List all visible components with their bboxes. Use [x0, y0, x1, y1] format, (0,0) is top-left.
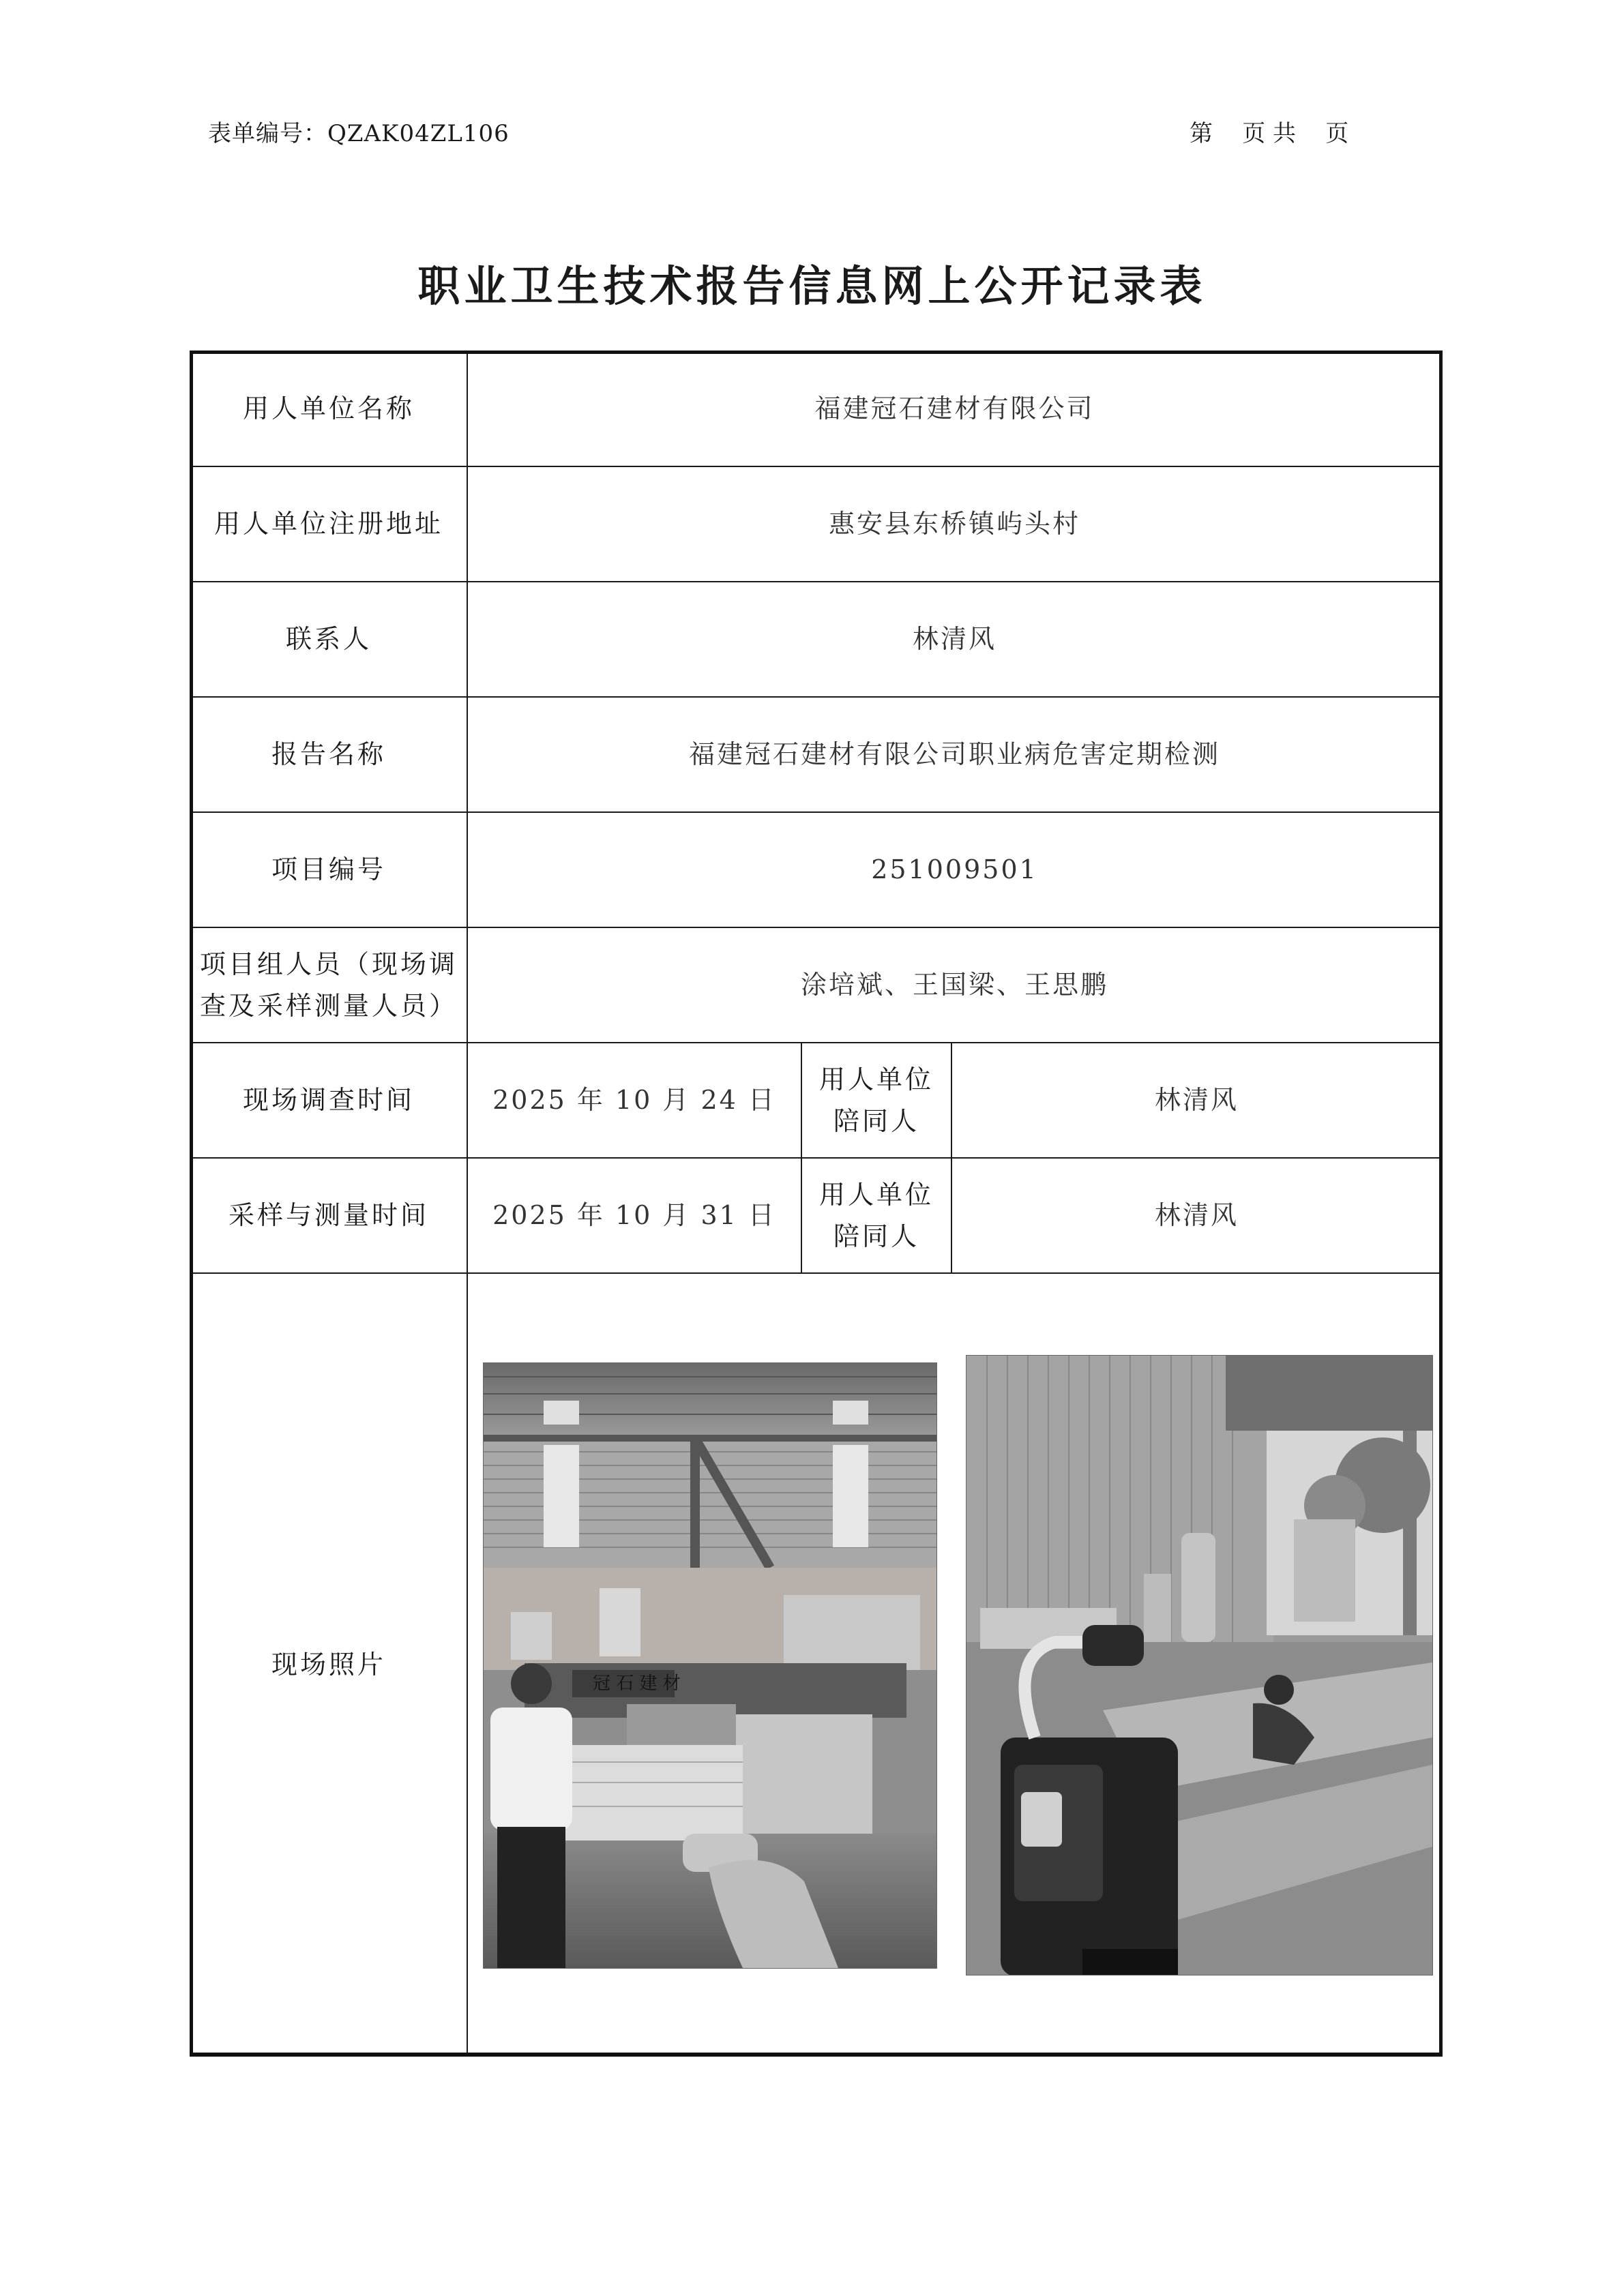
form-number: 表单编号：QZAK04ZL106 [208, 120, 510, 147]
page-title: 职业卫生技术报告信息网上公开记录表 [417, 261, 1207, 311]
sampling-time-label: 采样与测量时间 [190, 1158, 467, 1273]
table-row-survey-time [190, 1043, 1442, 1158]
table-row-employer-name [190, 351, 1442, 466]
report-name-value: 福建冠石建材有限公司职业病危害定期检测 [467, 697, 1442, 812]
contact-value: 林清风 [467, 582, 1442, 697]
table-row-sampling-time [190, 1158, 1442, 1273]
survey-accompany-label-line1: 用人单位 [818, 1064, 934, 1094]
team-members-label-line1: 项目组人员（现场调 [199, 949, 458, 979]
table-right-border [1439, 351, 1442, 2056]
team-members-label-line2: 查及采样测量人员） [199, 990, 458, 1021]
table-row-team-members [190, 927, 1442, 1043]
record-table [190, 351, 1443, 2057]
team-members-value: 涂培斌、王国梁、王思鹏 [467, 927, 1442, 1043]
photos-label: 现场照片 [190, 1273, 467, 2056]
contact-label: 联系人 [190, 582, 467, 697]
table-row-project-number [190, 812, 1442, 927]
project-number-label: 项目编号 [190, 812, 467, 927]
sampling-accompany-label-line2: 陪同人 [833, 1221, 919, 1251]
survey-accompany-value: 林清风 [951, 1043, 1442, 1158]
team-members-label [190, 927, 467, 1043]
site-photo-1 [483, 1362, 937, 1969]
project-number-value: 251009501 [467, 812, 1442, 927]
employer-name-label: 用人单位名称 [190, 351, 467, 466]
sampling-accompany-label [801, 1158, 951, 1273]
survey-accompany-label [801, 1043, 951, 1158]
table-row-contact [190, 582, 1442, 697]
sign-text: 冠 石 建 材 [593, 1673, 681, 1694]
table-row-photos [190, 1273, 1442, 2056]
sampling-accompany-label-line1: 用人单位 [818, 1179, 934, 1210]
employer-address-label: 用人单位注册地址 [190, 466, 467, 582]
survey-time-value: 2025 年 10 月 24 日 [467, 1043, 801, 1158]
employer-name-value: 福建冠石建材有限公司 [467, 351, 1442, 466]
survey-time-label: 现场调查时间 [190, 1043, 467, 1158]
page-info: 第 页 共 页 [1190, 120, 1349, 147]
sampling-time-value: 2025 年 10 月 31 日 [467, 1158, 801, 1273]
photos-cell [467, 1273, 1442, 2056]
employer-address-value: 惠安县东桥镇屿头村 [467, 466, 1442, 582]
survey-accompany-label-line2: 陪同人 [833, 1105, 919, 1136]
table-row-report-name [190, 697, 1442, 812]
sampling-accompany-value: 林清风 [951, 1158, 1442, 1273]
site-photo-2 [966, 1355, 1433, 1976]
report-name-label: 报告名称 [190, 697, 467, 812]
table-row-employer-address [190, 466, 1442, 582]
